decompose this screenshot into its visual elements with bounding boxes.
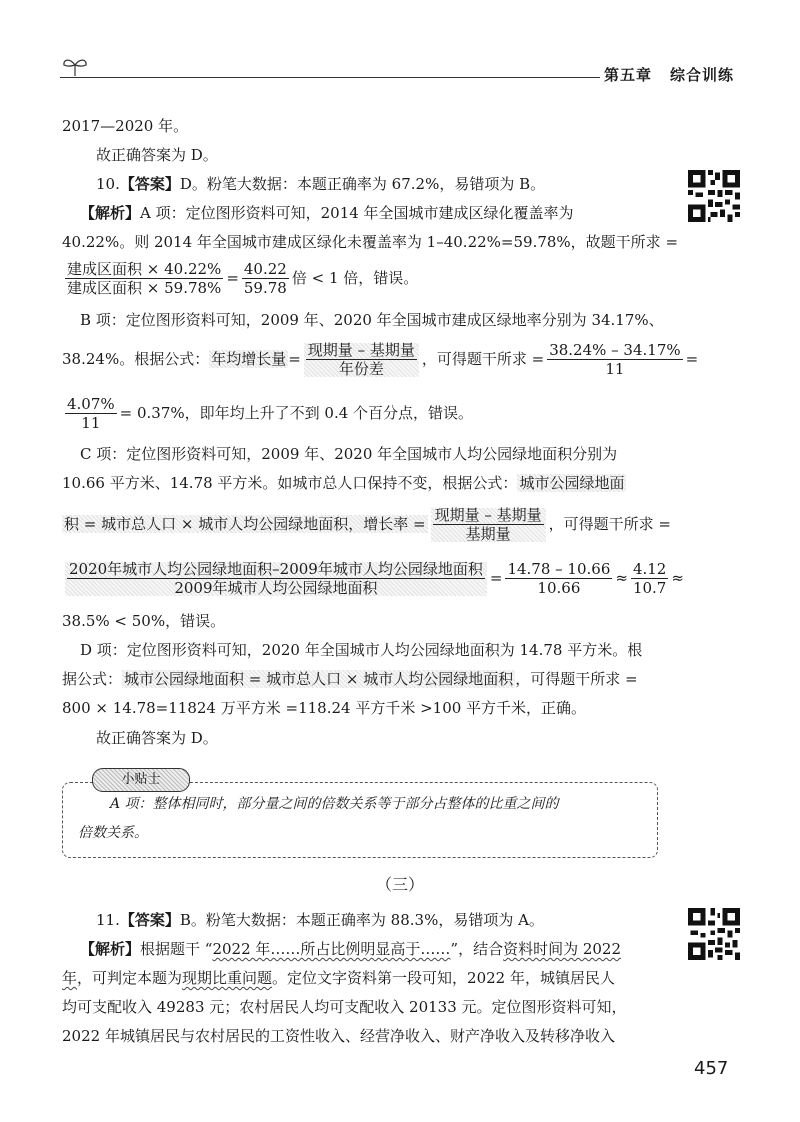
- q10-answer-line: [96, 177, 545, 192]
- text-line: 据公式： 城市公园绿地面积 = 城市总人口 × 城市人均公园绿地面积 ，可得题干所求 =: [62, 670, 638, 688]
- text-line: 【解析】A 项：定位图形资料可知，2014 年全国城市建成区绿化覆盖率为: [80, 204, 574, 222]
- text-line: 40.22%。则 2014 年全国城市建成区绿化未覆盖率为 1–40.22%=59.78%，故题干所求 =: [62, 233, 679, 251]
- text-line: 均可支配收入 49283 元；农村居民人均可支配收入 20133 元。定位图形资料可知，: [62, 998, 627, 1016]
- text-line: 10.66 平方米、14.78 平方米。如城市总人口保持不变，根据公式： 城市公园绿地面: [62, 474, 625, 492]
- highlighted-term: 城市公园绿地面积 = 城市总人口 × 城市人均公园绿地面积: [124, 670, 514, 688]
- fraction: $\frac{\text{现期量 – 基期量}}{\text{基期量}}$: [431, 508, 546, 542]
- fraction: $\frac{\text{2020年城市人均公园绿地面积–2009年城市人均公园绿地面积}}{\text{2009年城市人均公园绿地面积}}$: [65, 562, 487, 596]
- chapter-label: 第五章: [604, 66, 653, 84]
- section-title: （三）: [375, 875, 424, 894]
- qr-code-icon: [688, 908, 740, 960]
- fraction: $\frac{38.24\% - 34.17\%}{11}$: [549, 341, 681, 378]
- formula-line: 积 = 城市总人口 × 城市人均公园绿地面积，增长率 = $\frac{\text{现期量 – 基期量}}{\text{基期量}}$ ，可得题干所求 =: [64, 506, 671, 543]
- qr-code-icon: [688, 170, 740, 222]
- text-line: 【解析】根据题干 “2022 年……所占比例明显高于……”，结合资料时间为 2022: [80, 940, 622, 958]
- section-label: 综合训练: [670, 66, 735, 84]
- highlighted-term: 积 = 城市总人口 × 城市人均公园绿地面积，增长率 =: [64, 515, 426, 533]
- question-number: 11.: [96, 911, 120, 929]
- fraction: $\frac{40.22}{59.78}$: [243, 260, 287, 297]
- fraction: $\frac{14.78 - 10.66}{10.66}$: [507, 560, 611, 597]
- tip-text: 倍数关系。: [78, 825, 148, 841]
- formula-line: 38.24%。根据公式： 年均增长量 = $\frac{\text{现期量 – 基期量}}{\text{年份差}}$ ，可得题干所求 = $\frac{38.24\% - 34.17\%}{11}$ =: [62, 341, 699, 378]
- text-line: 年，可判定本题为现期比重问题。定位文字资料第一段可知，2022 年，城镇居民人: [62, 969, 615, 987]
- text-line: 2017—2020 年。: [62, 117, 189, 135]
- answer-label: 【答案】: [119, 175, 180, 193]
- formula-line: $\frac{\text{建成区面积 × 40.22\%}}{\text{建成区面积 × 59.78\%}}$ = $\frac{40.22}{59.78}$ 倍 < 1 倍，错误。: [67, 260, 419, 297]
- tip-text: A 项：整体相同时，部分量之间的倍数关系等于部分占整体的比重之间的: [110, 796, 559, 812]
- page-number: 457: [694, 1058, 729, 1079]
- answer-label: 【答案】: [119, 911, 180, 929]
- answer-text: D。粉笔大数据：本题正确率为 67.2%，易错项为 B。: [179, 175, 546, 193]
- fraction: $\frac{4.12}{10.7}$: [632, 560, 667, 597]
- text-line: 故正确答案为 D。: [96, 729, 218, 747]
- analysis-label: 【解析】: [80, 940, 141, 958]
- highlighted-term: 年均增长量: [211, 350, 287, 368]
- fraction: $\frac{\text{建成区面积 × 40.22\%}}{\text{建成区面积 × 59.78\%}}$: [67, 260, 222, 297]
- running-header: [604, 68, 752, 83]
- sprout-icon: [60, 56, 90, 78]
- tip-tag: 小贴士: [92, 768, 190, 792]
- text-line: 800 × 14.78=11824 万平方米 =118.24 平方千米 >100 平方千米，正确。: [62, 699, 587, 717]
- text-line: B 项：定位图形资料可知，2009 年、2020 年全国城市建成区绿地率分别为 34.17%、: [80, 311, 664, 329]
- text-line: 2022 年城镇居民与农村居民的工资性收入、经营净收入、财产净收入及转移净收入: [62, 1027, 615, 1045]
- text-line: 故正确答案为 D。: [96, 146, 218, 164]
- answer-text: B。粉笔大数据：本题正确率为 88.3%，易错项为 A。: [179, 911, 544, 929]
- text-line: C 项：定位图形资料可知，2009 年、2020 年全国城市人均公园绿地面积分别为: [80, 445, 618, 463]
- formula-line: $\frac{\text{2020年城市人均公园绿地面积–2009年城市人均公园绿地面积}}{\text{2009年城市人均公园绿地面积}}$ = $\frac{14.78 - 10.66}{10.66}$ ≈ $\frac{4.12}{10.7}$ ≈: [62, 562, 684, 596]
- header-rule: [60, 77, 600, 78]
- fraction: $\frac{4.07\%}{11}$: [67, 395, 115, 432]
- tip-box: [62, 782, 658, 858]
- analysis-label: 【解析】: [80, 204, 141, 222]
- fraction: $\frac{\text{现期量 – 基期量}}{\text{年份差}}$: [304, 343, 419, 377]
- text-line: D 项：定位图形资料可知，2020 年全国城市人均公园绿地面积为 14.78 平方米。根: [80, 641, 643, 659]
- text-line: 38.5% < 50%，错误。: [62, 612, 226, 630]
- question-number: 10.: [96, 175, 120, 193]
- q11-answer-line: [96, 913, 544, 928]
- formula-line: $\frac{4.07\%}{11}$ = 0.37%，即年均上升了不到 0.4 个百分点，错误。: [67, 395, 474, 432]
- highlighted-term: 城市公园绿地面: [519, 474, 625, 492]
